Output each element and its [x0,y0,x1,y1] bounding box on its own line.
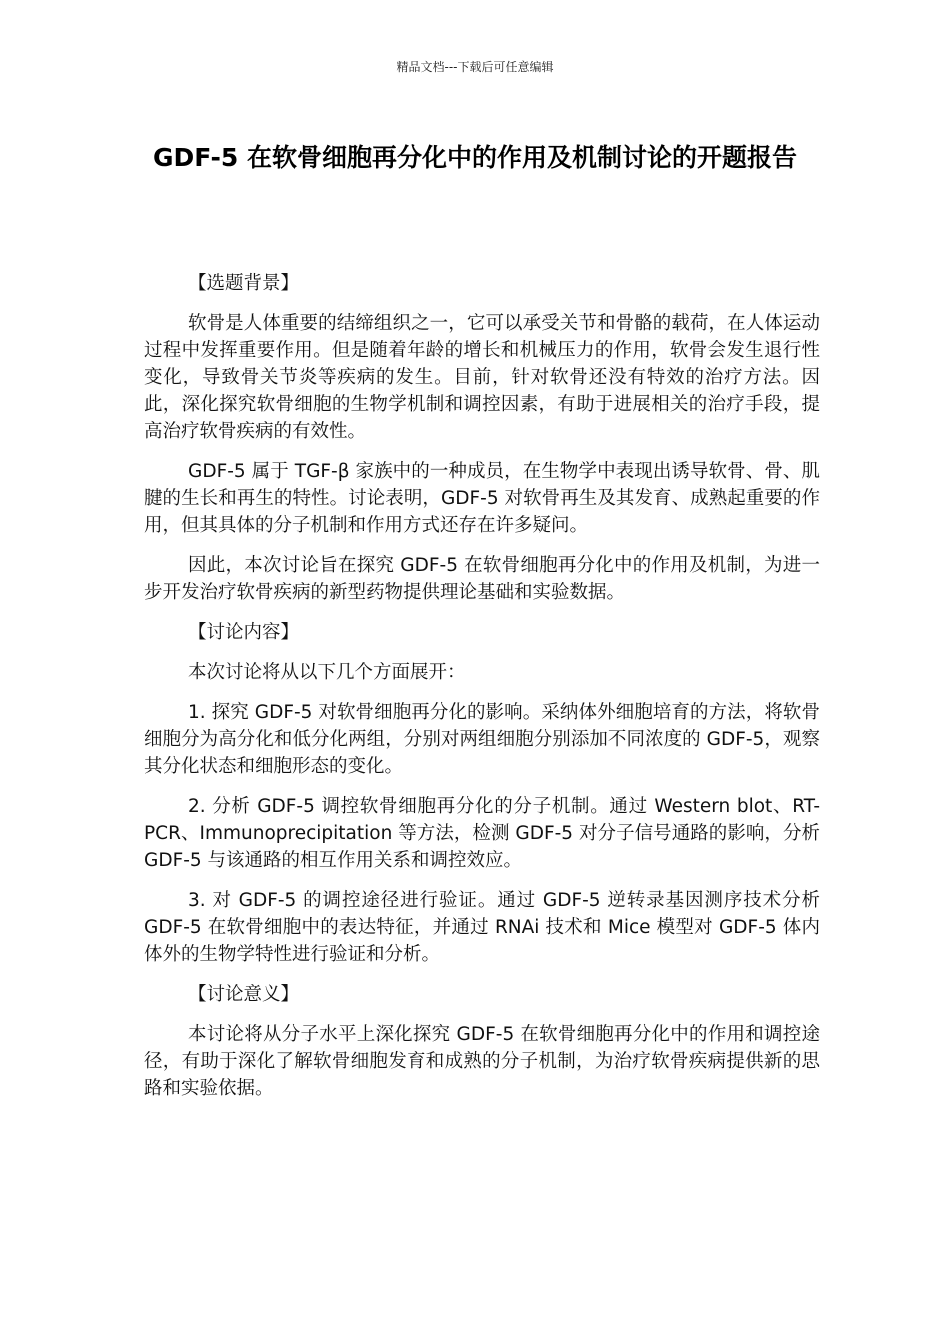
header-note: 精品文档---下载后可任意编辑 [396,60,554,74]
content-item: 1. 探究 GDF-5 对软骨细胞再分化的影响。采纳体外细胞培育的方法，将软骨细胞分为高分化和低分化两组，分别对两组细胞分别添加不同浓度的 GDF-5，观察其分化状态和细胞形态的变化。 [144,702,820,777]
document-body [144,270,820,1115]
significance-paragraph: 本讨论将从分子水平上深化探究 GDF-5 在软骨细胞再分化中的作用和调控途径，有助于深化了解软骨细胞发育和成熟的分子机制，为治疗软骨疾病提供新的思路和实验依据。 [144,1024,820,1099]
background-paragraph: GDF-5 属于 TGF-β 家族中的一种成员，在生物学中表现出诱导软骨、骨、肌腱的生长和再生的特性。讨论表明，GDF-5 对软骨再生及其发育、成熟起重要的作用，但其具体的分子机制和作用方式还存在许多疑问。 [144,461,820,536]
content-item: 3. 对 GDF-5 的调控途径进行验证。通过 GDF-5 逆转录基因测序技术分析 GDF-5 在软骨细胞中的表达特征，并通过 RNAi 技术和 Mice 模型对 GDF-5 体内体外的生物学特性进行验证和分析。 [144,890,820,965]
section-heading-significance: 【讨论意义】 [188,984,300,1005]
background-paragraph: 因此，本次讨论旨在探究 GDF-5 在软骨细胞再分化中的作用及机制，为进一步开发治疗软骨疾病的新型药物提供理论基础和实验数据。 [144,555,820,603]
document-title: GDF-5 在软骨细胞再分化中的作用及机制讨论的开题报告 [152,143,798,172]
section-heading-content: 【讨论内容】 [188,622,300,643]
content-item: 2. 分析 GDF-5 调控软骨细胞再分化的分子机制。通过 Western blot、RT-PCR、Immunoprecipitation 等方法，检测 GDF-5 对分子信号通路的影响，分析 GDF-5 与该通路的相互作用关系和调控效应。 [144,796,820,871]
background-paragraph: 软骨是人体重要的结缔组织之一，它可以承受关节和骨骼的载荷，在人体运动过程中发挥重要作用。但是随着年龄的增长和机械压力的作用，软骨会发生退行性变化，导致骨关节炎等疾病的发生。目前，针对软骨还没有特效的治疗方法。因此，深化探究软骨细胞的生物学机制和调控因素，有助于进展相关的治疗手段，提高治疗软骨疾病的有效性。 [144,313,820,442]
content-intro: 本次讨论将从以下几个方面展开： [188,662,466,683]
section-heading-background: 【选题背景】 [188,273,300,294]
